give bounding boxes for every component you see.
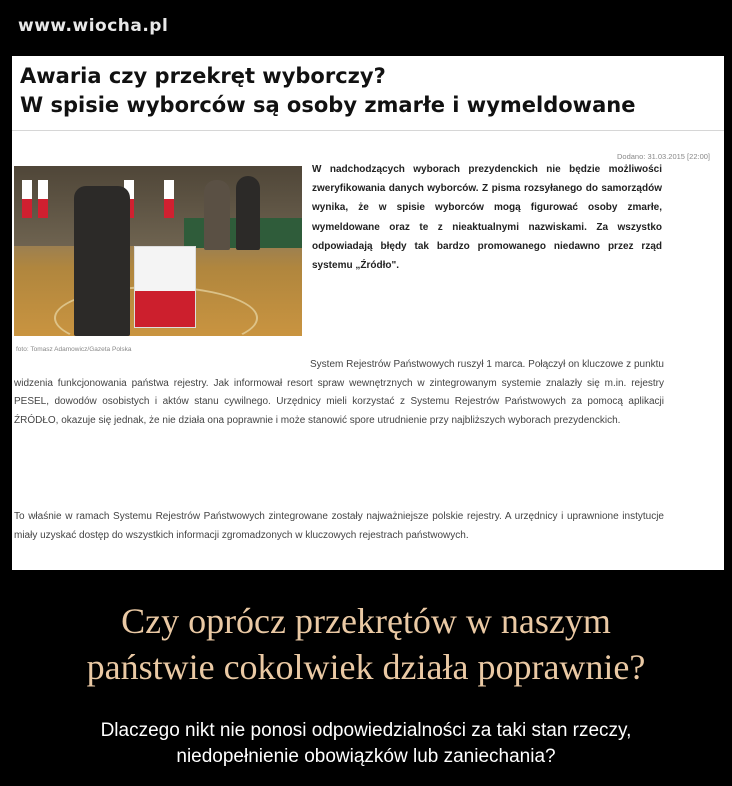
flag-shape [38,180,48,218]
article-photo [14,166,302,336]
article-lead: W nadchodzących wyborach prezydenckich nie będzie możliwości zweryfikowania danych wyborców. Z pisma rozsyłanego do samorządów wynika, że w spisie wyborców mogą figurować osoby zmarłe, wymeldowane oraz te z nieaktualnymi nazwiskami. Za wszystko odpowiadają błędy tak bardzo promowanego niedawno przez rząd systemu „Źródło". [312,164,662,272]
caption-main [0,598,732,690]
voter-figure [74,186,130,336]
caption-sub-line-2: niedopełnienie obowiązków lub zaniechania? [176,746,556,767]
flag-shape [164,180,174,218]
article-paragraph-1: System Rejestrów Państwowych ruszył 1 marca. Połączył on kluczowe z punktu widzenia funkcjonowania państwa rejestry. Jak informował resort spraw wewnętrznych w zintegrowanym systemie znalazły się m.in. rejestry PESEL, dowodów osobistych i aktów stanu cywilnego. Urzędnicy mieli korzystać z Systemu Rejestrów Państwowych za pomocą aplikacji ŹRÓDŁO, okazuje się jednak, że nie działa ona poprawnie i może stanowić spore utrudnienie przy najbliższych wyborach prezydenckich. [14,359,664,426]
article-screenshot [12,56,724,570]
site-watermark: www.wiocha.pl [18,16,169,36]
article-paragraph-2: To właśnie w ramach Systemu Rejestrów Państwowych zintegrowane zostały najważniejsze polskie rejestry. A urzędnicy i uprawnione instytucje miały uzyskać dostęp do wszystkich informacji zgromadzonych w kluczowych rejestrach państwowych. [14,511,664,541]
voter-figure [204,180,230,250]
caption-line-2: państwie cokolwiek działa poprawnie? [86,647,646,687]
flag-shape [22,180,32,218]
caption-sub [0,718,732,770]
caption-sub-line-1: Dlaczego nikt nie ponosi odpowiedzialności za taki stan rzeczy, [100,720,632,741]
article-date: Dodano: 31.03.2015 [22:00] [617,152,710,161]
caption-line-1: Czy oprócz przekrętów w naszym [121,601,611,641]
voter-figure [236,176,260,250]
ballot-box [134,246,196,328]
photo-credit: foto: Tomasz Adamowicz/Gazeta Polska [16,346,132,353]
headline-line-1: Awaria czy przekręt wyborczy? [20,64,386,88]
headline-divider [12,130,724,131]
article-headline [20,62,720,120]
headline-line-2: W spisie wyborców są osoby zmarłe i wymeldowane [20,93,636,117]
